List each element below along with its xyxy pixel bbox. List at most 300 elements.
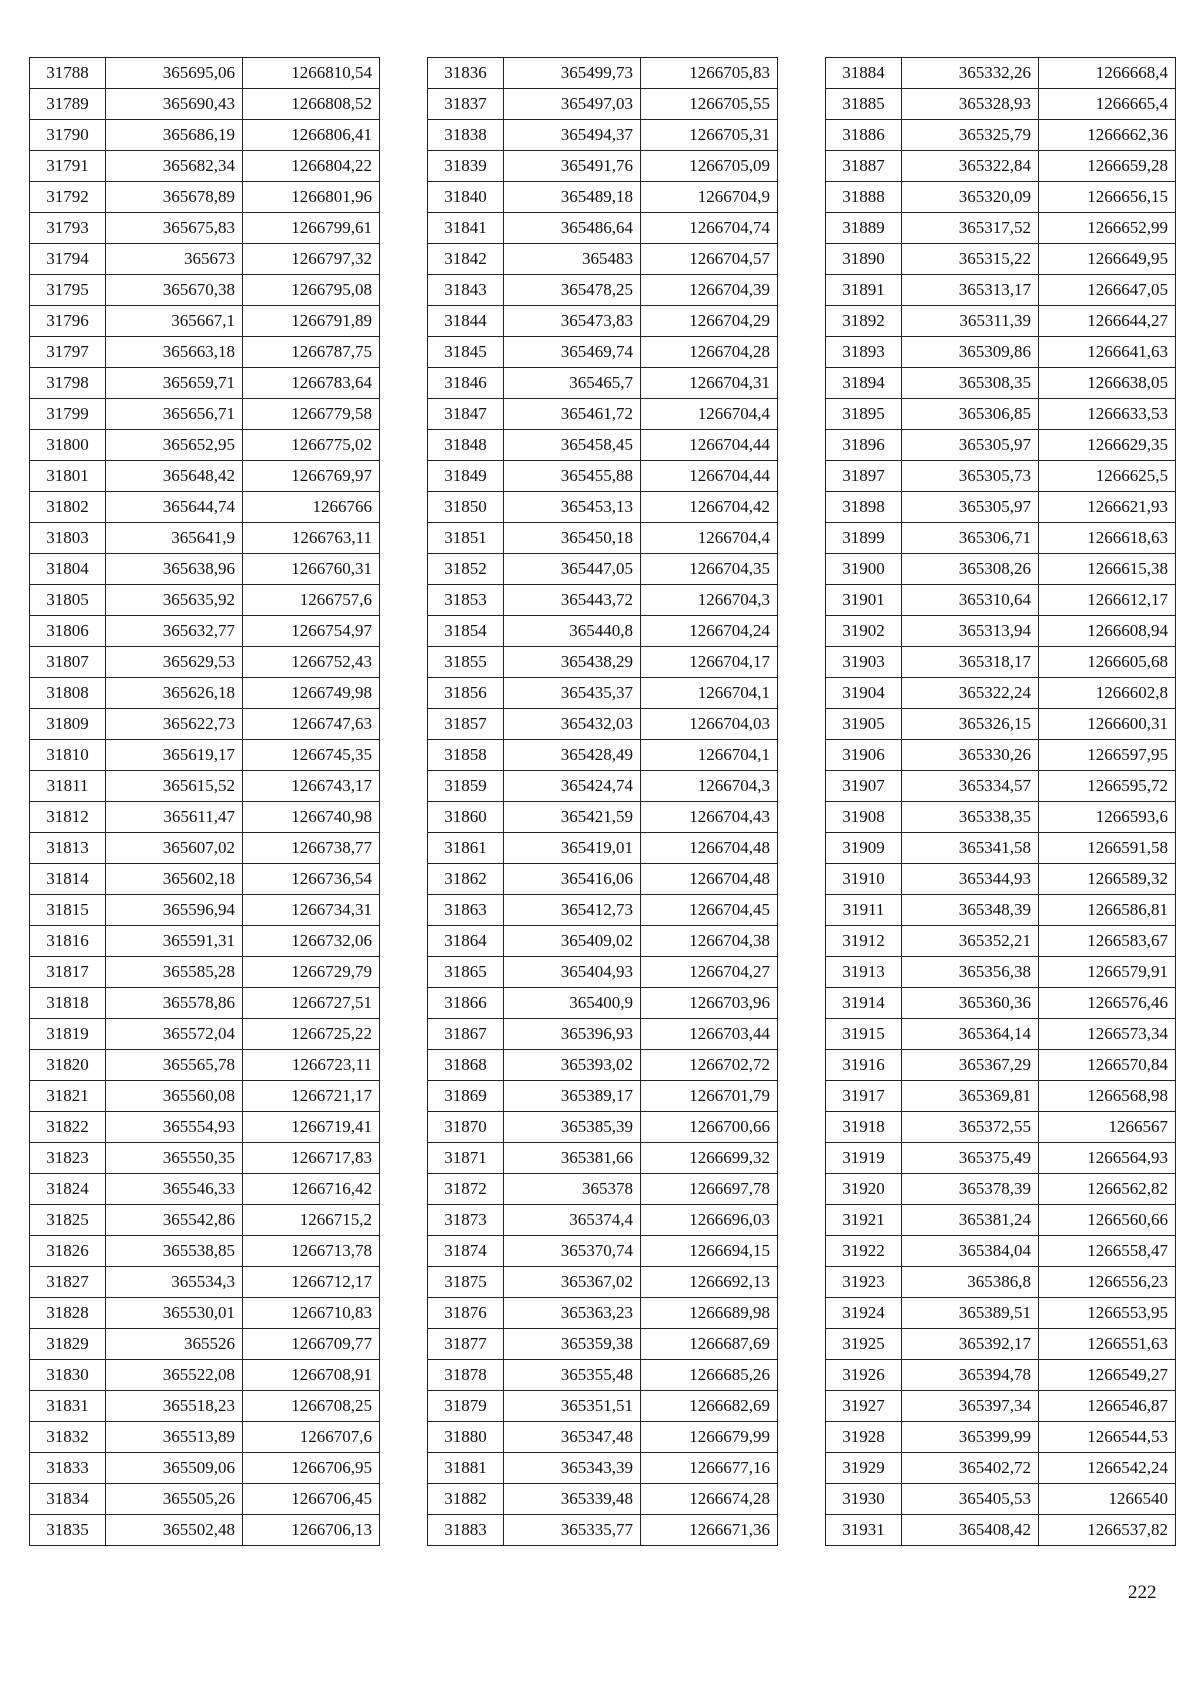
point-id-cell: 31925 [826, 1329, 902, 1360]
y-coordinate-cell: 1266674,28 [641, 1484, 778, 1515]
x-coordinate-cell: 365363,23 [504, 1298, 641, 1329]
point-id-cell: 31894 [826, 368, 902, 399]
x-coordinate-cell: 365339,48 [504, 1484, 641, 1515]
x-coordinate-cell: 365320,09 [902, 182, 1039, 213]
y-coordinate-cell: 1266795,08 [243, 275, 380, 306]
table-row [30, 275, 380, 306]
y-coordinate-cell: 1266706,95 [243, 1453, 380, 1484]
y-coordinate-cell: 1266704,48 [641, 833, 778, 864]
table-row [826, 430, 1176, 461]
x-coordinate-cell: 365419,01 [504, 833, 641, 864]
y-coordinate-cell: 1266593,6 [1039, 802, 1176, 833]
y-coordinate-cell: 1266705,83 [641, 58, 778, 89]
y-coordinate-cell: 1266704,9 [641, 182, 778, 213]
y-coordinate-cell: 1266558,47 [1039, 1236, 1176, 1267]
y-coordinate-cell: 1266647,05 [1039, 275, 1176, 306]
table-row [826, 678, 1176, 709]
point-id-cell: 31906 [826, 740, 902, 771]
y-coordinate-cell: 1266687,69 [641, 1329, 778, 1360]
point-id-cell: 31850 [428, 492, 504, 523]
point-id-cell: 31910 [826, 864, 902, 895]
y-coordinate-cell: 1266544,53 [1039, 1422, 1176, 1453]
point-id-cell: 31909 [826, 833, 902, 864]
point-id-cell: 31820 [30, 1050, 106, 1081]
point-id-cell: 31848 [428, 430, 504, 461]
table-row [428, 399, 778, 430]
y-coordinate-cell: 1266704,24 [641, 616, 778, 647]
x-coordinate-cell: 365305,97 [902, 492, 1039, 523]
point-id-cell: 31814 [30, 864, 106, 895]
point-id-cell: 31795 [30, 275, 106, 306]
point-id-cell: 31853 [428, 585, 504, 616]
y-coordinate-cell: 1266706,45 [243, 1484, 380, 1515]
x-coordinate-cell: 365522,08 [106, 1360, 243, 1391]
x-coordinate-cell: 365619,17 [106, 740, 243, 771]
table-row [30, 244, 380, 275]
table-row [428, 492, 778, 523]
x-coordinate-cell: 365667,1 [106, 306, 243, 337]
point-id-cell: 31920 [826, 1174, 902, 1205]
table-row [428, 988, 778, 1019]
point-id-cell: 31856 [428, 678, 504, 709]
table-row [428, 585, 778, 616]
point-id-cell: 31864 [428, 926, 504, 957]
table-row [428, 1112, 778, 1143]
table-row [826, 988, 1176, 1019]
x-coordinate-cell: 365424,74 [504, 771, 641, 802]
y-coordinate-cell: 1266783,64 [243, 368, 380, 399]
point-id-cell: 31893 [826, 337, 902, 368]
table-row [30, 306, 380, 337]
table-row [826, 1515, 1176, 1546]
point-id-cell: 31907 [826, 771, 902, 802]
point-id-cell: 31807 [30, 647, 106, 678]
table-row [30, 1360, 380, 1391]
y-coordinate-cell: 1266704,3 [641, 771, 778, 802]
x-coordinate-cell: 365438,29 [504, 647, 641, 678]
point-id-cell: 31855 [428, 647, 504, 678]
y-coordinate-cell: 1266612,17 [1039, 585, 1176, 616]
x-coordinate-cell: 365351,51 [504, 1391, 641, 1422]
table-row [826, 740, 1176, 771]
y-coordinate-cell: 1266749,98 [243, 678, 380, 709]
x-coordinate-cell: 365306,71 [902, 523, 1039, 554]
table-row [30, 1267, 380, 1298]
table-row [30, 1112, 380, 1143]
point-id-cell: 31872 [428, 1174, 504, 1205]
table-row [428, 771, 778, 802]
x-coordinate-cell: 365381,66 [504, 1143, 641, 1174]
x-coordinate-cell: 365343,39 [504, 1453, 641, 1484]
point-id-cell: 31803 [30, 523, 106, 554]
y-coordinate-cell: 1266679,99 [641, 1422, 778, 1453]
x-coordinate-cell: 365315,22 [902, 244, 1039, 275]
table-row [30, 585, 380, 616]
point-id-cell: 31835 [30, 1515, 106, 1546]
table-row [826, 1236, 1176, 1267]
y-coordinate-cell: 1266668,4 [1039, 58, 1176, 89]
point-id-cell: 31821 [30, 1081, 106, 1112]
table-row [30, 988, 380, 1019]
table-row [428, 895, 778, 926]
x-coordinate-cell: 365611,47 [106, 802, 243, 833]
table-row [30, 1143, 380, 1174]
point-id-cell: 31918 [826, 1112, 902, 1143]
coordinate-table-2 [427, 57, 778, 1546]
y-coordinate-cell: 1266704,29 [641, 306, 778, 337]
x-coordinate-cell: 365305,73 [902, 461, 1039, 492]
point-id-cell: 31833 [30, 1453, 106, 1484]
point-id-cell: 31808 [30, 678, 106, 709]
point-id-cell: 31822 [30, 1112, 106, 1143]
y-coordinate-cell: 1266568,98 [1039, 1081, 1176, 1112]
table-row [826, 554, 1176, 585]
x-coordinate-cell: 365399,99 [902, 1422, 1039, 1453]
y-coordinate-cell: 1266665,4 [1039, 89, 1176, 120]
table-row [30, 58, 380, 89]
point-id-cell: 31811 [30, 771, 106, 802]
point-id-cell: 31801 [30, 461, 106, 492]
point-id-cell: 31798 [30, 368, 106, 399]
point-id-cell: 31868 [428, 1050, 504, 1081]
x-coordinate-cell: 365499,73 [504, 58, 641, 89]
y-coordinate-cell: 1266704,57 [641, 244, 778, 275]
point-id-cell: 31930 [826, 1484, 902, 1515]
point-id-cell: 31873 [428, 1205, 504, 1236]
table-row [30, 895, 380, 926]
x-coordinate-cell: 365491,76 [504, 151, 641, 182]
x-coordinate-cell: 365396,93 [504, 1019, 641, 1050]
y-coordinate-cell: 1266705,09 [641, 151, 778, 182]
y-coordinate-cell: 1266736,54 [243, 864, 380, 895]
y-coordinate-cell: 1266754,97 [243, 616, 380, 647]
table-row [30, 1236, 380, 1267]
x-coordinate-cell: 365348,39 [902, 895, 1039, 926]
y-coordinate-cell: 1266745,35 [243, 740, 380, 771]
x-coordinate-cell: 365675,83 [106, 213, 243, 244]
table-row [30, 1081, 380, 1112]
y-coordinate-cell: 1266625,5 [1039, 461, 1176, 492]
point-id-cell: 31903 [826, 647, 902, 678]
x-coordinate-cell: 365360,36 [902, 988, 1039, 1019]
y-coordinate-cell: 1266704,4 [641, 399, 778, 430]
y-coordinate-cell: 1266704,3 [641, 585, 778, 616]
table-row [826, 585, 1176, 616]
point-id-cell: 31815 [30, 895, 106, 926]
point-id-cell: 31824 [30, 1174, 106, 1205]
y-coordinate-cell: 1266701,79 [641, 1081, 778, 1112]
point-id-cell: 31837 [428, 89, 504, 120]
x-coordinate-cell: 365644,74 [106, 492, 243, 523]
table-row [826, 244, 1176, 275]
y-coordinate-cell: 1266704,1 [641, 740, 778, 771]
x-coordinate-cell: 365622,73 [106, 709, 243, 740]
point-id-cell: 31879 [428, 1391, 504, 1422]
x-coordinate-cell: 365416,06 [504, 864, 641, 895]
x-coordinate-cell: 365367,29 [902, 1050, 1039, 1081]
y-coordinate-cell: 1266595,72 [1039, 771, 1176, 802]
point-id-cell: 31922 [826, 1236, 902, 1267]
x-coordinate-cell: 365502,48 [106, 1515, 243, 1546]
x-coordinate-cell: 365542,86 [106, 1205, 243, 1236]
point-id-cell: 31791 [30, 151, 106, 182]
table-row [826, 1081, 1176, 1112]
x-coordinate-cell: 365369,81 [902, 1081, 1039, 1112]
y-coordinate-cell: 1266615,38 [1039, 554, 1176, 585]
point-id-cell: 31917 [826, 1081, 902, 1112]
table-row [826, 1298, 1176, 1329]
x-coordinate-cell: 365400,9 [504, 988, 641, 1019]
y-coordinate-cell: 1266738,77 [243, 833, 380, 864]
point-id-cell: 31863 [428, 895, 504, 926]
y-coordinate-cell: 1266662,36 [1039, 120, 1176, 151]
point-id-cell: 31839 [428, 151, 504, 182]
y-coordinate-cell: 1266591,58 [1039, 833, 1176, 864]
point-id-cell: 31874 [428, 1236, 504, 1267]
point-id-cell: 31796 [30, 306, 106, 337]
y-coordinate-cell: 1266618,63 [1039, 523, 1176, 554]
point-id-cell: 31794 [30, 244, 106, 275]
point-id-cell: 31862 [428, 864, 504, 895]
x-coordinate-cell: 365513,89 [106, 1422, 243, 1453]
table-row [428, 926, 778, 957]
x-coordinate-cell: 365370,74 [504, 1236, 641, 1267]
point-id-cell: 31924 [826, 1298, 902, 1329]
x-coordinate-cell: 365465,7 [504, 368, 641, 399]
x-coordinate-cell: 365505,26 [106, 1484, 243, 1515]
table-row [428, 1422, 778, 1453]
table-row [826, 89, 1176, 120]
y-coordinate-cell: 1266608,94 [1039, 616, 1176, 647]
y-coordinate-cell: 1266697,78 [641, 1174, 778, 1205]
x-coordinate-cell: 365325,79 [902, 120, 1039, 151]
x-coordinate-cell: 365328,93 [902, 89, 1039, 120]
point-id-cell: 31901 [826, 585, 902, 616]
table-row [826, 1205, 1176, 1236]
y-coordinate-cell: 1266704,38 [641, 926, 778, 957]
point-id-cell: 31905 [826, 709, 902, 740]
x-coordinate-cell: 365497,03 [504, 89, 641, 120]
point-id-cell: 31919 [826, 1143, 902, 1174]
x-coordinate-cell: 365389,51 [902, 1298, 1039, 1329]
y-coordinate-cell: 1266551,63 [1039, 1329, 1176, 1360]
point-id-cell: 31816 [30, 926, 106, 957]
table-row [826, 926, 1176, 957]
y-coordinate-cell: 1266766 [243, 492, 380, 523]
y-coordinate-cell: 1266682,69 [641, 1391, 778, 1422]
y-coordinate-cell: 1266704,03 [641, 709, 778, 740]
point-id-cell: 31849 [428, 461, 504, 492]
y-coordinate-cell: 1266715,2 [243, 1205, 380, 1236]
table-row [826, 709, 1176, 740]
x-coordinate-cell: 365405,53 [902, 1484, 1039, 1515]
x-coordinate-cell: 365375,49 [902, 1143, 1039, 1174]
point-id-cell: 31789 [30, 89, 106, 120]
x-coordinate-cell: 365659,71 [106, 368, 243, 399]
x-coordinate-cell: 365428,49 [504, 740, 641, 771]
point-id-cell: 31880 [428, 1422, 504, 1453]
x-coordinate-cell: 365374,4 [504, 1205, 641, 1236]
y-coordinate-cell: 1266570,84 [1039, 1050, 1176, 1081]
x-coordinate-cell: 365682,34 [106, 151, 243, 182]
table-row [826, 182, 1176, 213]
point-id-cell: 31891 [826, 275, 902, 306]
x-coordinate-cell: 365578,86 [106, 988, 243, 1019]
x-coordinate-cell: 365318,17 [902, 647, 1039, 678]
x-coordinate-cell: 365393,02 [504, 1050, 641, 1081]
y-coordinate-cell: 1266787,75 [243, 337, 380, 368]
x-coordinate-cell: 365670,38 [106, 275, 243, 306]
x-coordinate-cell: 365440,8 [504, 616, 641, 647]
y-coordinate-cell: 1266692,13 [641, 1267, 778, 1298]
x-coordinate-cell: 365305,97 [902, 430, 1039, 461]
x-coordinate-cell: 365313,94 [902, 616, 1039, 647]
y-coordinate-cell: 1266707,6 [243, 1422, 380, 1453]
x-coordinate-cell: 365632,77 [106, 616, 243, 647]
point-id-cell: 31823 [30, 1143, 106, 1174]
point-id-cell: 31929 [826, 1453, 902, 1484]
point-id-cell: 31887 [826, 151, 902, 182]
point-id-cell: 31871 [428, 1143, 504, 1174]
y-coordinate-cell: 1266799,61 [243, 213, 380, 244]
table-row [428, 709, 778, 740]
x-coordinate-cell: 365364,14 [902, 1019, 1039, 1050]
y-coordinate-cell: 1266704,35 [641, 554, 778, 585]
coordinate-table-3 [825, 57, 1176, 1546]
table-row [428, 1205, 778, 1236]
y-coordinate-cell: 1266694,15 [641, 1236, 778, 1267]
table-row [826, 864, 1176, 895]
x-coordinate-cell: 365686,19 [106, 120, 243, 151]
point-id-cell: 31921 [826, 1205, 902, 1236]
point-id-cell: 31852 [428, 554, 504, 585]
point-id-cell: 31866 [428, 988, 504, 1019]
table-row [428, 1391, 778, 1422]
y-coordinate-cell: 1266689,98 [641, 1298, 778, 1329]
table-row [30, 1329, 380, 1360]
table-row [826, 957, 1176, 988]
y-coordinate-cell: 1266560,66 [1039, 1205, 1176, 1236]
y-coordinate-cell: 1266719,41 [243, 1112, 380, 1143]
y-coordinate-cell: 1266703,96 [641, 988, 778, 1019]
table-row [428, 151, 778, 182]
y-coordinate-cell: 1266704,27 [641, 957, 778, 988]
table-row [826, 1391, 1176, 1422]
table-row [826, 771, 1176, 802]
point-id-cell: 31883 [428, 1515, 504, 1546]
table-row [428, 1515, 778, 1546]
y-coordinate-cell: 1266579,91 [1039, 957, 1176, 988]
y-coordinate-cell: 1266704,17 [641, 647, 778, 678]
x-coordinate-cell: 365585,28 [106, 957, 243, 988]
x-coordinate-cell: 365678,89 [106, 182, 243, 213]
x-coordinate-cell: 365546,33 [106, 1174, 243, 1205]
point-id-cell: 31845 [428, 337, 504, 368]
table-row [428, 740, 778, 771]
table-row [30, 182, 380, 213]
y-coordinate-cell: 1266757,6 [243, 585, 380, 616]
x-coordinate-cell: 365356,38 [902, 957, 1039, 988]
table-row [428, 1050, 778, 1081]
y-coordinate-cell: 1266712,17 [243, 1267, 380, 1298]
table-row [30, 957, 380, 988]
point-id-cell: 31806 [30, 616, 106, 647]
x-coordinate-cell: 365392,17 [902, 1329, 1039, 1360]
y-coordinate-cell: 1266576,46 [1039, 988, 1176, 1019]
point-id-cell: 31843 [428, 275, 504, 306]
table-row [30, 1453, 380, 1484]
table-row [428, 1453, 778, 1484]
point-id-cell: 31812 [30, 802, 106, 833]
table-row [826, 368, 1176, 399]
x-coordinate-cell: 365509,06 [106, 1453, 243, 1484]
y-coordinate-cell: 1266700,66 [641, 1112, 778, 1143]
table-row [30, 678, 380, 709]
x-coordinate-cell: 365690,43 [106, 89, 243, 120]
table-row [428, 182, 778, 213]
point-id-cell: 31888 [826, 182, 902, 213]
x-coordinate-cell: 365530,01 [106, 1298, 243, 1329]
y-coordinate-cell: 1266721,17 [243, 1081, 380, 1112]
x-coordinate-cell: 365443,72 [504, 585, 641, 616]
y-coordinate-cell: 1266717,83 [243, 1143, 380, 1174]
x-coordinate-cell: 365447,05 [504, 554, 641, 585]
table-row [30, 120, 380, 151]
point-id-cell: 31902 [826, 616, 902, 647]
table-row [826, 1050, 1176, 1081]
table-row [428, 1081, 778, 1112]
x-coordinate-cell: 365335,77 [504, 1515, 641, 1546]
point-id-cell: 31841 [428, 213, 504, 244]
table-row [826, 1143, 1176, 1174]
table-row [428, 244, 778, 275]
y-coordinate-cell: 1266704,39 [641, 275, 778, 306]
point-id-cell: 31819 [30, 1019, 106, 1050]
y-coordinate-cell: 1266704,4 [641, 523, 778, 554]
point-id-cell: 31790 [30, 120, 106, 151]
x-coordinate-cell: 365486,64 [504, 213, 641, 244]
point-id-cell: 31928 [826, 1422, 902, 1453]
point-id-cell: 31805 [30, 585, 106, 616]
x-coordinate-cell: 365469,74 [504, 337, 641, 368]
point-id-cell: 31797 [30, 337, 106, 368]
point-id-cell: 31923 [826, 1267, 902, 1298]
point-id-cell: 31914 [826, 988, 902, 1019]
y-coordinate-cell: 1266704,48 [641, 864, 778, 895]
point-id-cell: 31832 [30, 1422, 106, 1453]
point-id-cell: 31890 [826, 244, 902, 275]
page-number: 222 [1128, 1582, 1157, 1603]
x-coordinate-cell: 365450,18 [504, 523, 641, 554]
table-row [428, 1484, 778, 1515]
y-coordinate-cell: 1266597,95 [1039, 740, 1176, 771]
point-id-cell: 31793 [30, 213, 106, 244]
x-coordinate-cell: 365478,25 [504, 275, 641, 306]
table-row [428, 213, 778, 244]
x-coordinate-cell: 365332,26 [902, 58, 1039, 89]
y-coordinate-cell: 1266706,13 [243, 1515, 380, 1546]
x-coordinate-cell: 365311,39 [902, 306, 1039, 337]
table-row [30, 771, 380, 802]
x-coordinate-cell: 365638,96 [106, 554, 243, 585]
y-coordinate-cell: 1266704,45 [641, 895, 778, 926]
table-row [428, 120, 778, 151]
y-coordinate-cell: 1266713,78 [243, 1236, 380, 1267]
table-row [30, 151, 380, 182]
table-row [30, 399, 380, 430]
y-coordinate-cell: 1266752,43 [243, 647, 380, 678]
point-id-cell: 31840 [428, 182, 504, 213]
